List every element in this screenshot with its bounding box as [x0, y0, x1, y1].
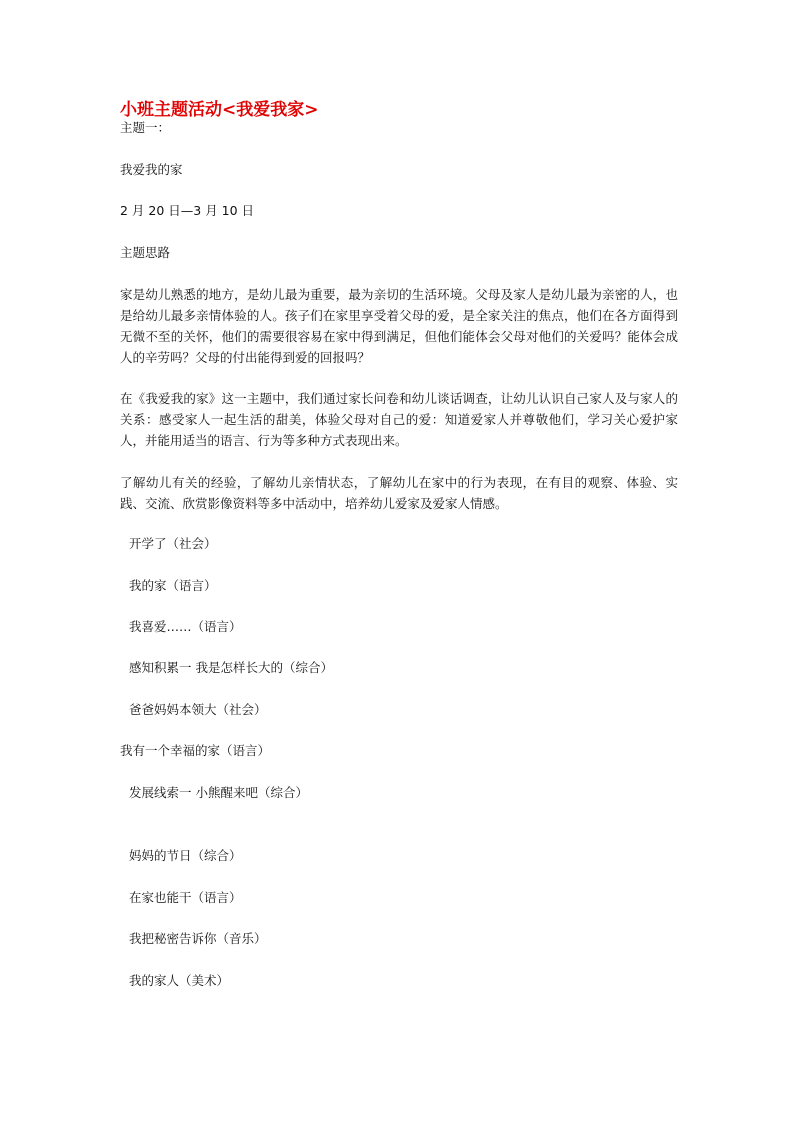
- paragraph-methods: 了解幼儿有关的经验，了解幼儿亲情状态，了解幼儿在家中的行为表现，在有目的观察、体验、实践、交流、欣赏影像资料等多中活动中，培养幼儿爱家及爱家人情感。: [120, 475, 678, 511]
- paragraph-intro: 家是幼儿熟悉的地方，是幼儿最为重要，最为亲切的生活环境。父母及家人是幼儿最为亲密的人，也是给幼儿最多亲情体验的人。孩子们在家里享受着父母的爱，是全家关注的焦点，他们在各方面得到无微不至的关怀，他们的需要很容易在家中得到满足，但他们能体会父母对他们的关爱吗？能体会成人的辛劳吗？父母的付出能得到爱的回报吗？: [120, 287, 678, 365]
- theme-label: 主题一：: [120, 120, 171, 135]
- activity-item: 开学了（社会）: [129, 536, 217, 551]
- activity-item: 我的家（语言）: [129, 578, 217, 593]
- theme-name: 我爱我的家: [120, 162, 183, 177]
- document-title: 小班主题活动<我爱我家>: [120, 100, 319, 120]
- activity-item: 爸爸妈妈本领大（社会）: [129, 702, 267, 717]
- activity-item: 我喜爱……（语言）: [129, 619, 242, 634]
- paragraph-goals: 在《我爱我的家》这一主题中，我们通过家长问卷和幼儿谈话调查，让幼儿认识自己家人及与家人的关系：感受家人一起生活的甜美，体验父母对自己的爱：知道爱家人并尊敬他们，学习关心爱护家人，并能用适当的语言、行为等多种方式表现出来。: [120, 391, 678, 448]
- activity-item: 发展线索一 小熊醒来吧（综合）: [129, 785, 308, 800]
- date-range: 2 月 20 日—3 月 10 日: [120, 203, 255, 218]
- activity-item: 在家也能干（语言）: [129, 890, 242, 905]
- section-heading: 主题思路: [120, 245, 171, 260]
- activity-item: 感知积累一 我是怎样长大的（综合）: [129, 660, 333, 675]
- activity-item: 我有一个幸福的家（语言）: [120, 743, 271, 758]
- activity-item: 我把秘密告诉你（音乐）: [129, 931, 267, 946]
- activity-item: 妈妈的节日（综合）: [129, 848, 242, 863]
- activity-item: 我的家人（美术）: [129, 973, 230, 988]
